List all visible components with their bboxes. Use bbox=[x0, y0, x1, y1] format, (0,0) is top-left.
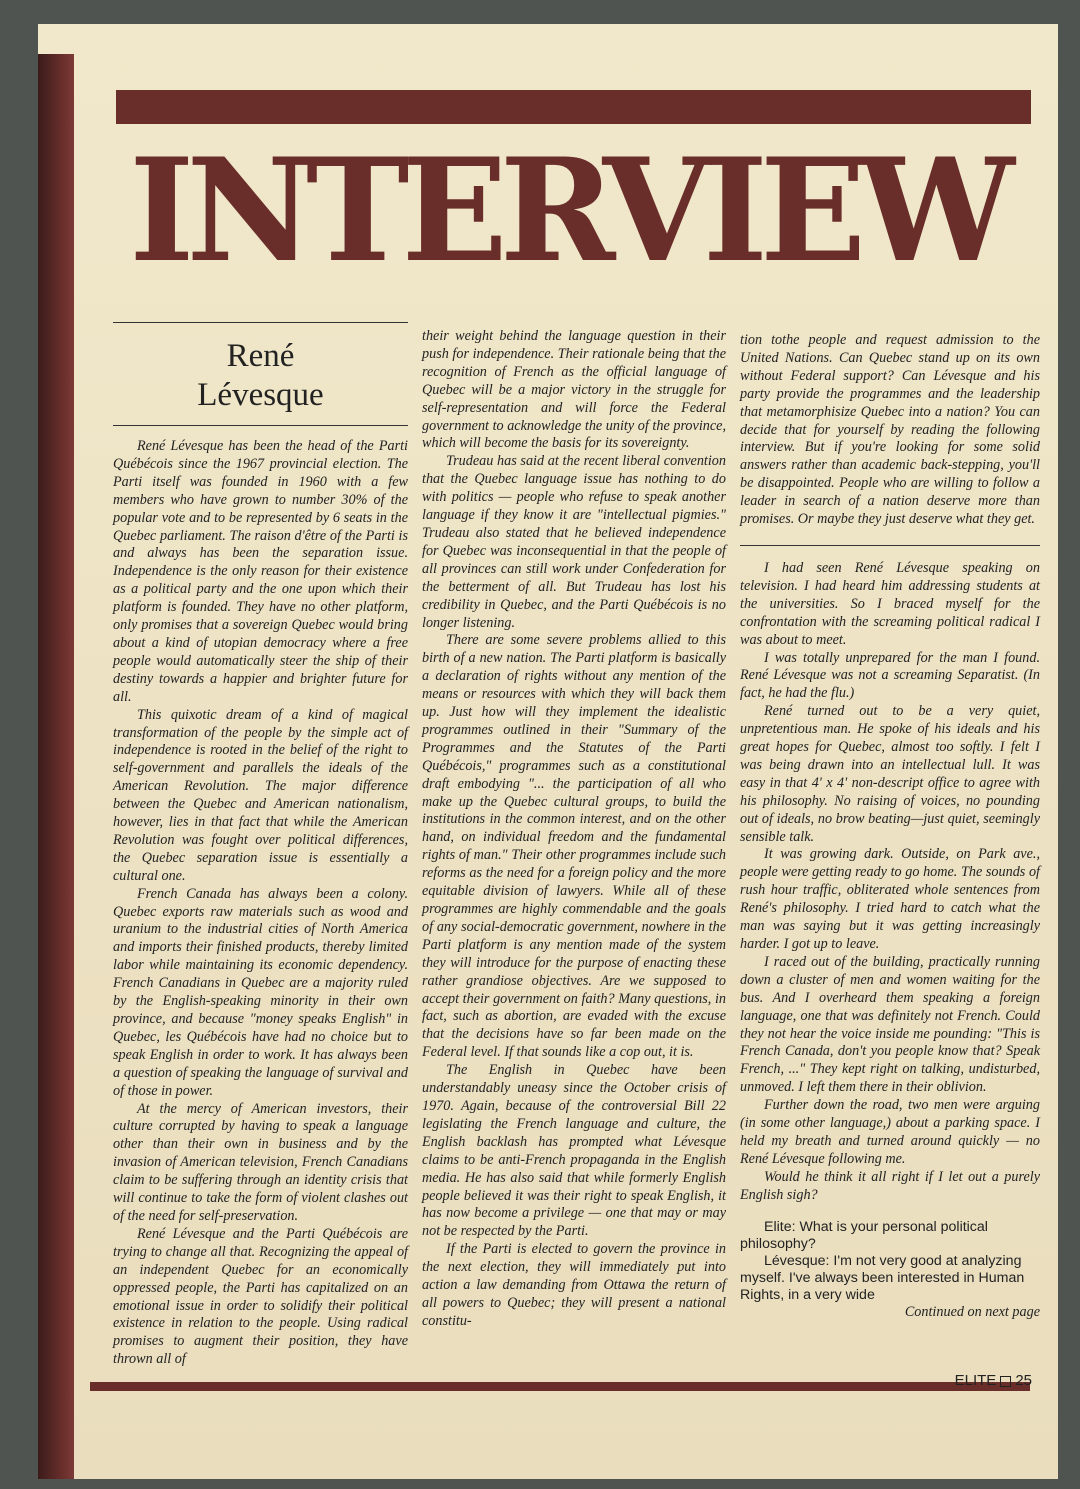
paragraph: Would he think it all right if I let out a purely English sigh? bbox=[740, 1168, 1040, 1203]
paragraph: At the mercy of American investors, their culture corrupted by having to speak a language other than their own in business and by the invasion of American television, French Canadians claim to be suffering through an identity crisis that will continue to take the form of violent clashes out of the need for self-preservation. bbox=[113, 1100, 408, 1224]
paragraph: I raced out of the building, practically running down a cluster of men and women waiting for the bus. And I overheard them speaking a foreign language, one that was definitely not French. Could they not hear the voice inside me pounding: "This is French Canada, don't you people know that? Speak French, ..." They kept right on talking, undisturbed, unmoved. I left them there in their oblivion. bbox=[740, 953, 1040, 1096]
previous-page-edge bbox=[38, 54, 74, 1479]
paragraph: I was totally unprepared for the man I found. René Lévesque was not a screaming Separatist. (In fact, he had the flu.) bbox=[740, 649, 1040, 702]
name-rule-top bbox=[113, 322, 408, 323]
paragraph: I had seen René Lévesque speaking on television. I had heard him addressing students at the universities. So I braced myself for the confrontation with the screaming political radical I was about to meet. bbox=[740, 559, 1040, 648]
column-1 bbox=[113, 322, 408, 1369]
paragraph: René Lévesque has been the head of the Parti Québécois since the 1967 provincial election. The Parti itself was founded in 1960 with a few members who have grown to number 30% of the popular vote and to be represented by 6 seats in the Quebec parliament. The raison d'être of the Parti is and always has been the separation issue. Independence is the only reason for their existence as a political party and the one upon which their platform is founded. They have no other platform, only promises that a sovereign Quebec would bring about a kind of utopian democracy where a free people would automatically steer the ship of their destiny towards a happier and brighter future for all. bbox=[113, 438, 408, 705]
paragraph: René turned out to be a very quiet, unpretentious man. He spoke of his ideals and his great hopes for Quebec, almost too softly. I felt I was being drawn into an intellectual lull. It was easy in that 4' x 4' non-descript office to agree with his philosophy. No raising of voices, no pounding out of ideals, no brow beating—just quiet, seemingly sensible talk. bbox=[740, 703, 1040, 845]
name-rule-bottom bbox=[113, 425, 408, 426]
paragraph: There are some severe problems allied to this birth of a new nation. The Parti platform is basically a declaration of rights without any mention of the means or resources with which they will back them up. Just how will they implement the idealistic programmes outlined in their "Summary of the Programmes and the Statutes of the Parti Québécois," programmes such as a constitutional draft embodying "... the participation of all who make up the Quebec cultural groups, to build the institutions in the common interest, and on the other hand, on individual freedom and the fundamental rights of man." Their other programmes include such reforms as the need for a foreign policy and the more equitable division of lawyers. While all of these programmes are highly commendable and the goals of any social-democratic government, nowhere in the Parti platform is any mention made of the system they will introduce for the purpose of enacting these rather grandiose objectives. Are we supposed to accept their government on faith? Many questions, in fact, such as abortion, are evaded with the excuse that the decisions have so far been made on the Federal level. If that sounds like a cop out, it is. bbox=[422, 632, 726, 1061]
paragraph: The English in Quebec have been understandably uneasy since the October crisis of 1970. Again, because of the controversial Bill 22 legislating the French language and culture, the English backlash has prompted what Lévesque claims to be anti-French propaganda in the English media. He has also said that while formerly English people believed it was their right to speak English, it has now become a privilege — one that may or may not be respected by the Parti. bbox=[422, 1062, 726, 1240]
paragraph: René Lévesque and the Parti Québécois are trying to change all that. Recognizing the appeal of an independent Quebec for an economically oppressed people, the Parti has capitalized on an emotional issue in order to solidify their political existence in relation to the people. Using radical promises to augment their position, they have thrown all of bbox=[113, 1225, 408, 1368]
footer-bar bbox=[90, 1382, 1030, 1391]
page-footer bbox=[955, 1372, 1032, 1389]
square-bullet-icon bbox=[1000, 1376, 1011, 1387]
magazine-name: ELITE bbox=[954, 1372, 997, 1389]
column-2 bbox=[422, 328, 726, 1331]
section-rule bbox=[740, 545, 1040, 546]
page-title: INTERVIEW bbox=[129, 128, 1007, 294]
qa-answer: Lévesque: I'm not very good at analyzing myself. I've always been interested in Human Rights, in a very wide bbox=[740, 1252, 1025, 1303]
paragraph: If the Parti is elected to govern the province in the next election, they will immediately put into action a law demanding from Ottawa the return of all powers to Quebec; they will present a national constitu- bbox=[422, 1241, 726, 1329]
paragraph: tion tothe people and request admission to the United Nations. Can Quebec stand up on its own without Federal support? Can Lévesque and his party provide the programmes and the leadership that metamorphisize Quebec into a nation? You can decide that for yourself by reading the following interview. But if you're looking for some solid answers rather than academic back-stepping, you'll be disappointed. People who are willing to follow a leader in search of a nation deserve more than promises. Or maybe they just deserve what they get. bbox=[740, 332, 1040, 528]
paragraph: This quixotic dream of a kind of magical transformation of the people by the simple act of independence is rooted in the belief of the right to self-government and parallels the ideals of the American Revolution. The major difference between the Quebec and American nationalism, however, lies in that fact that while the American Revolution was fought over political differences, the Quebec separation issue is essentially a cultural one. bbox=[113, 706, 408, 884]
paragraph: their weight behind the language question in their push for independence. Their rationale being that the recognition of French as the official language of Quebec will be a major victory in the struggle for self-representation and will force the Federal government to acknowledge the unity of the province, which will become the basis for its sovereignty. bbox=[422, 328, 726, 452]
spacer bbox=[740, 1205, 1040, 1219]
interviewee-name: René Lévesque bbox=[197, 338, 324, 413]
magazine-page bbox=[38, 24, 1058, 1479]
paragraph: It was growing dark. Outside, on Park ave., people were getting ready to go home. The sounds of rush hour traffic, obliterated whole sentences from René's philosophy. I tried hard to catch what the man was saying but it was getting increasingly harder. I got up to leave. bbox=[740, 846, 1040, 952]
page-number: 25 bbox=[1015, 1372, 1032, 1389]
paragraph: Trudeau has said at the recent liberal convention that the Quebec language issue has nothing to do with politics — people who refuse to speak another language if they know it are "intellectual pigmies." Trudeau also stated that he believed independence for Quebec was inconsequential in that the people of all provinces can still work under Confederation for the betterment of all. But Trudeau has lost his credibility in Quebec, and the Parti Québécois is no longer listening. bbox=[422, 453, 726, 631]
qa-question: Elite: What is your personal political philosophy? bbox=[740, 1218, 988, 1252]
column-3 bbox=[740, 332, 1040, 1322]
paragraph: Further down the road, two men were arguing (in some other language,) about a parking space. I held my breath and turned around quickly — no René Lévesque following me. bbox=[740, 1097, 1040, 1167]
paragraph: French Canada has always been a colony. Quebec exports raw materials such as wood and uranium to the industrial cities of North America and imports their finished products, thereby limited labor while maintaining its economic dependency. French Canadians in Quebec are a majority ruled by the English-speaking minority in their own province, and because "money speaks English" in Quebec, les Québécois have had no choice but to speak English in order to work. It has always been a question of speaking the language of survival and of those in power. bbox=[113, 885, 408, 1099]
continued-note: Continued on next page bbox=[904, 1303, 1040, 1320]
